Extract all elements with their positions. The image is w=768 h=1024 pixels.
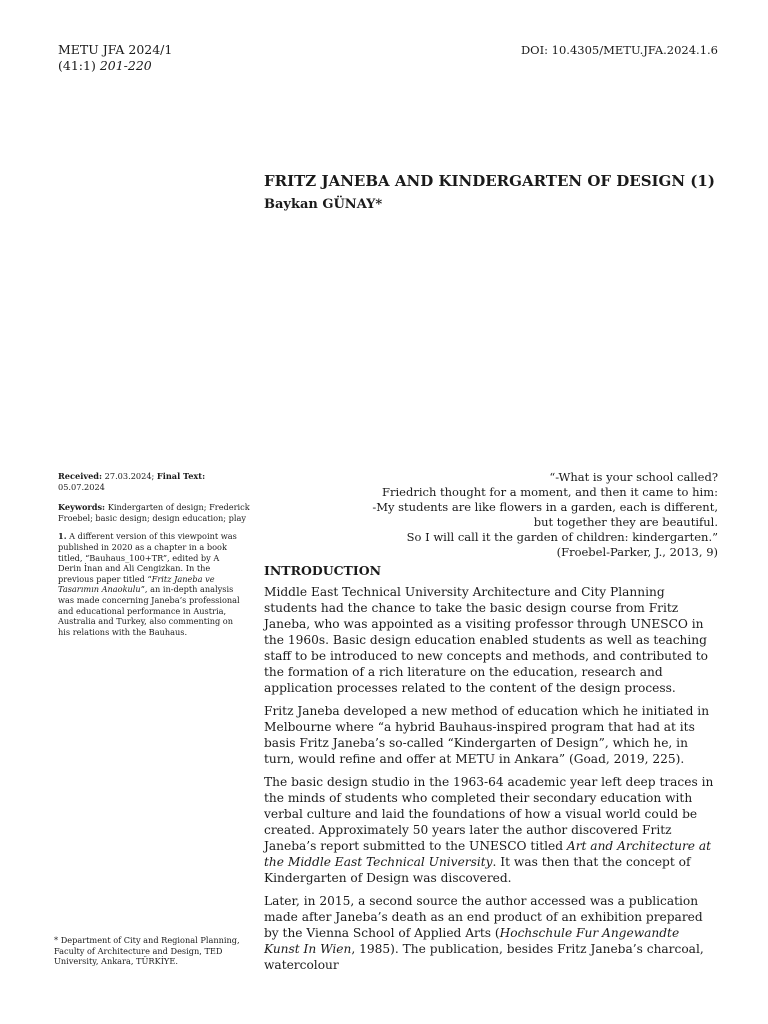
page-range: 201-220 bbox=[99, 58, 152, 73]
keywords bbox=[58, 502, 252, 523]
report-title: Art and Architecture at the Middle East Technical University bbox=[264, 839, 712, 869]
paragraph-1: Middle East Technical University Architecture and City Planning students had the chance to take the basic design course from Fritz Janeba, who was appointed as a visiting professor through UNESCO in the 1960s. Basic design education enabled students as well as teaching staff to be introduced to new concepts and methods, and contributed to the formation of a rich literature on the education, research and application processes related to the content of the design process. bbox=[264, 585, 709, 695]
footnote-text-b: ”, an in-depth analysis was made concerning Janeba’s professional and educational performance in Austria, Australia and Turkey, also commenting on his relations with the Bauhaus. bbox=[58, 584, 240, 637]
keywords-list: Kindergarten of design; Frederick Froebel; basic design; design education; play bbox=[58, 502, 250, 523]
footnote-number: 1. bbox=[58, 531, 67, 542]
section-heading: INTRODUCTION bbox=[264, 563, 382, 578]
author-affiliation: * Department of City and Regional Planning, Faculty of Architecture and Design, TED University, Ankara, TÜRKİYE. bbox=[54, 935, 240, 967]
epigraph-citation: (Froebel-Parker, J., 2013, 9) bbox=[556, 545, 718, 559]
paragraph-2: Fritz Janeba developed a new method of education which he initiated in Melbourne where “a hybrid Bauhaus-inspired program that had at its basis Fritz Janeba’s so-called “Kindergarten of Design”, which he, in turn, would refine and offer at METU in Ankara” (Goad, 2019, 225). bbox=[264, 704, 710, 766]
running-header-left bbox=[58, 42, 172, 74]
epigraph-line: So I will call it the garden of children: kindergarten.” bbox=[406, 530, 718, 544]
keywords-label: Keywords: bbox=[58, 502, 106, 513]
received-date: 27.03.2024; bbox=[104, 471, 155, 481]
paragraph-3-text-b: . It was then that the concept of Kindergarten of Design was discovered. bbox=[264, 855, 691, 885]
footnote-text-a: A different version of this viewpoint was published in 2020 as a chapter in a book titled, “Bauhaus_100+TR”, edited by A Derin İnan and Ali Cengizkan. In the previous paper titled “ bbox=[58, 531, 237, 584]
final-text-date: 05.07.2024 bbox=[58, 481, 105, 492]
footnote-1 bbox=[58, 531, 242, 637]
paragraph-3-text-a: The basic design studio in the 1963-64 academic year left deep traces in the minds of students who completed their secondary education with verbal culture and laid the foundations of how a visual world could be created. Approximately 50 years later the author discovered Fritz Janeba’s report submitted to the UNESCO titled bbox=[264, 775, 714, 853]
epigraph bbox=[258, 470, 718, 560]
doi: DOI: 10.4305/METU.JFA.2024.1.6 bbox=[520, 43, 718, 57]
paragraph-4-text-b: , 1985). The publication, besides Fritz Janeba’s charcoal, watercolour bbox=[264, 942, 704, 972]
dates bbox=[58, 471, 252, 492]
footnote-italic-title: Fritz Janeba ve Tasarımın Anaokulu bbox=[58, 573, 215, 595]
epigraph-line: “-What is your school called? bbox=[549, 470, 718, 484]
epigraph-line: -My students are like flowers in a garden, each is different, bbox=[372, 500, 718, 514]
epigraph-line: but together they are beautiful. bbox=[533, 515, 718, 529]
volume: (41:1) bbox=[58, 58, 96, 73]
school-name: Hochschule Fur Angewandte Kunst In Wien bbox=[264, 926, 680, 956]
article-author: Baykan GÜNAY* bbox=[264, 197, 383, 212]
sidebar bbox=[58, 471, 252, 637]
paragraph-4 bbox=[264, 893, 718, 973]
volume-pages bbox=[58, 58, 172, 74]
paragraph-3 bbox=[264, 774, 718, 886]
article-title: FRITZ JANEBA AND KINDERGARTEN OF DESIGN (1) bbox=[264, 172, 715, 190]
epigraph-line: Friedrich thought for a moment, and then it came to him: bbox=[382, 485, 718, 499]
received-label: Received: bbox=[58, 471, 103, 481]
final-text-label: Final Text: bbox=[156, 471, 206, 481]
paragraph-4-text-a: Later, in 2015, a second source the author accessed was a publication made after Janeba’s death as an end product of an exhibition prepared by the Vienna School of Applied Arts ( bbox=[264, 894, 703, 940]
journal-issue: METU JFA 2024/1 bbox=[58, 42, 173, 57]
main-body bbox=[264, 563, 718, 980]
